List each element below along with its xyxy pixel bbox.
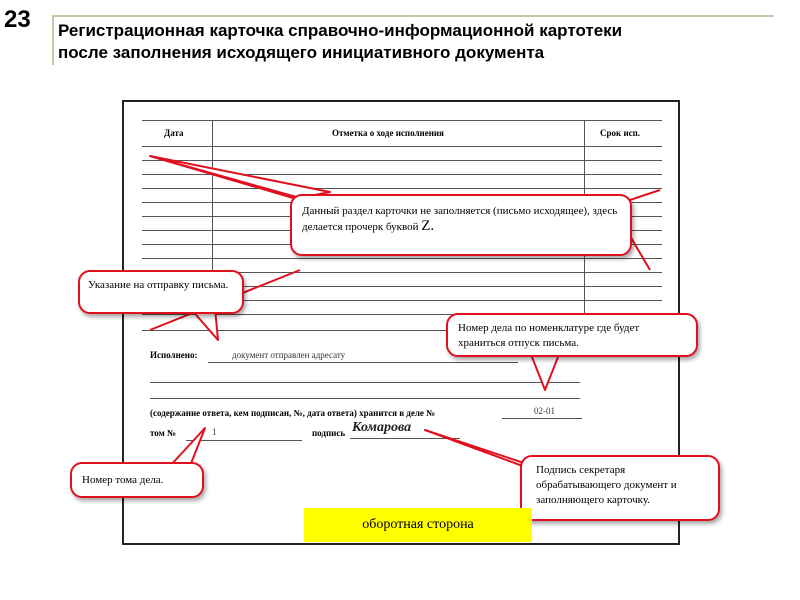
callout-signature-text: Подпись секретаря обрабатывающего документ и заполняющего карточку. [536, 464, 677, 506]
callout-signature-note [520, 455, 720, 521]
callout-sending-note [78, 270, 244, 314]
callout-section-letter: Z. [421, 218, 435, 234]
executed-label: Исполнено: [150, 350, 198, 360]
header-term: Срок исп. [600, 128, 641, 138]
reverse-side-label: оборотная сторона [304, 508, 532, 542]
volume-value: 1 [212, 427, 217, 437]
callout-volume-text: Номер тома дела. [82, 474, 164, 486]
volume-label: том № [150, 428, 177, 438]
slide-title-line1: Регистрационная карточка справочно-информационной картотеки [58, 21, 623, 40]
header-progress: Отметка о ходе исполнения [332, 128, 444, 138]
cross-line [630, 190, 660, 200]
executed-value: документ отправлен адресату [232, 350, 346, 360]
callout-volume-note [70, 462, 204, 498]
callout-case-note [446, 313, 698, 357]
contents-label: (содержание ответа, кем подписан, №, дата ответа) хранится в деле № [150, 408, 436, 418]
callout-sending-text: Указание на отправку письма. [88, 279, 229, 291]
callout-section-text: Данный раздел карточки не заполняется (письмо исходящее), здесь делается прочерк буквой [302, 205, 618, 233]
callout-pointer [530, 352, 560, 390]
cross-line [630, 236, 650, 270]
callout-case-text: Номер дела по номенклатуре где будет храниться отпуск письма. [458, 322, 640, 349]
slide-number: 23 [4, 6, 31, 33]
callout-section-note [290, 194, 632, 256]
callout-pointer [170, 428, 205, 466]
callout-pointer [150, 156, 330, 198]
signature-label: подпись [312, 428, 346, 438]
slide-title-line2: после заполнения исходящего инициативного документа [58, 43, 545, 62]
signature-value: Комарова [352, 420, 412, 435]
case-number: 02-01 [534, 406, 555, 416]
header-date: Дата [164, 128, 184, 138]
